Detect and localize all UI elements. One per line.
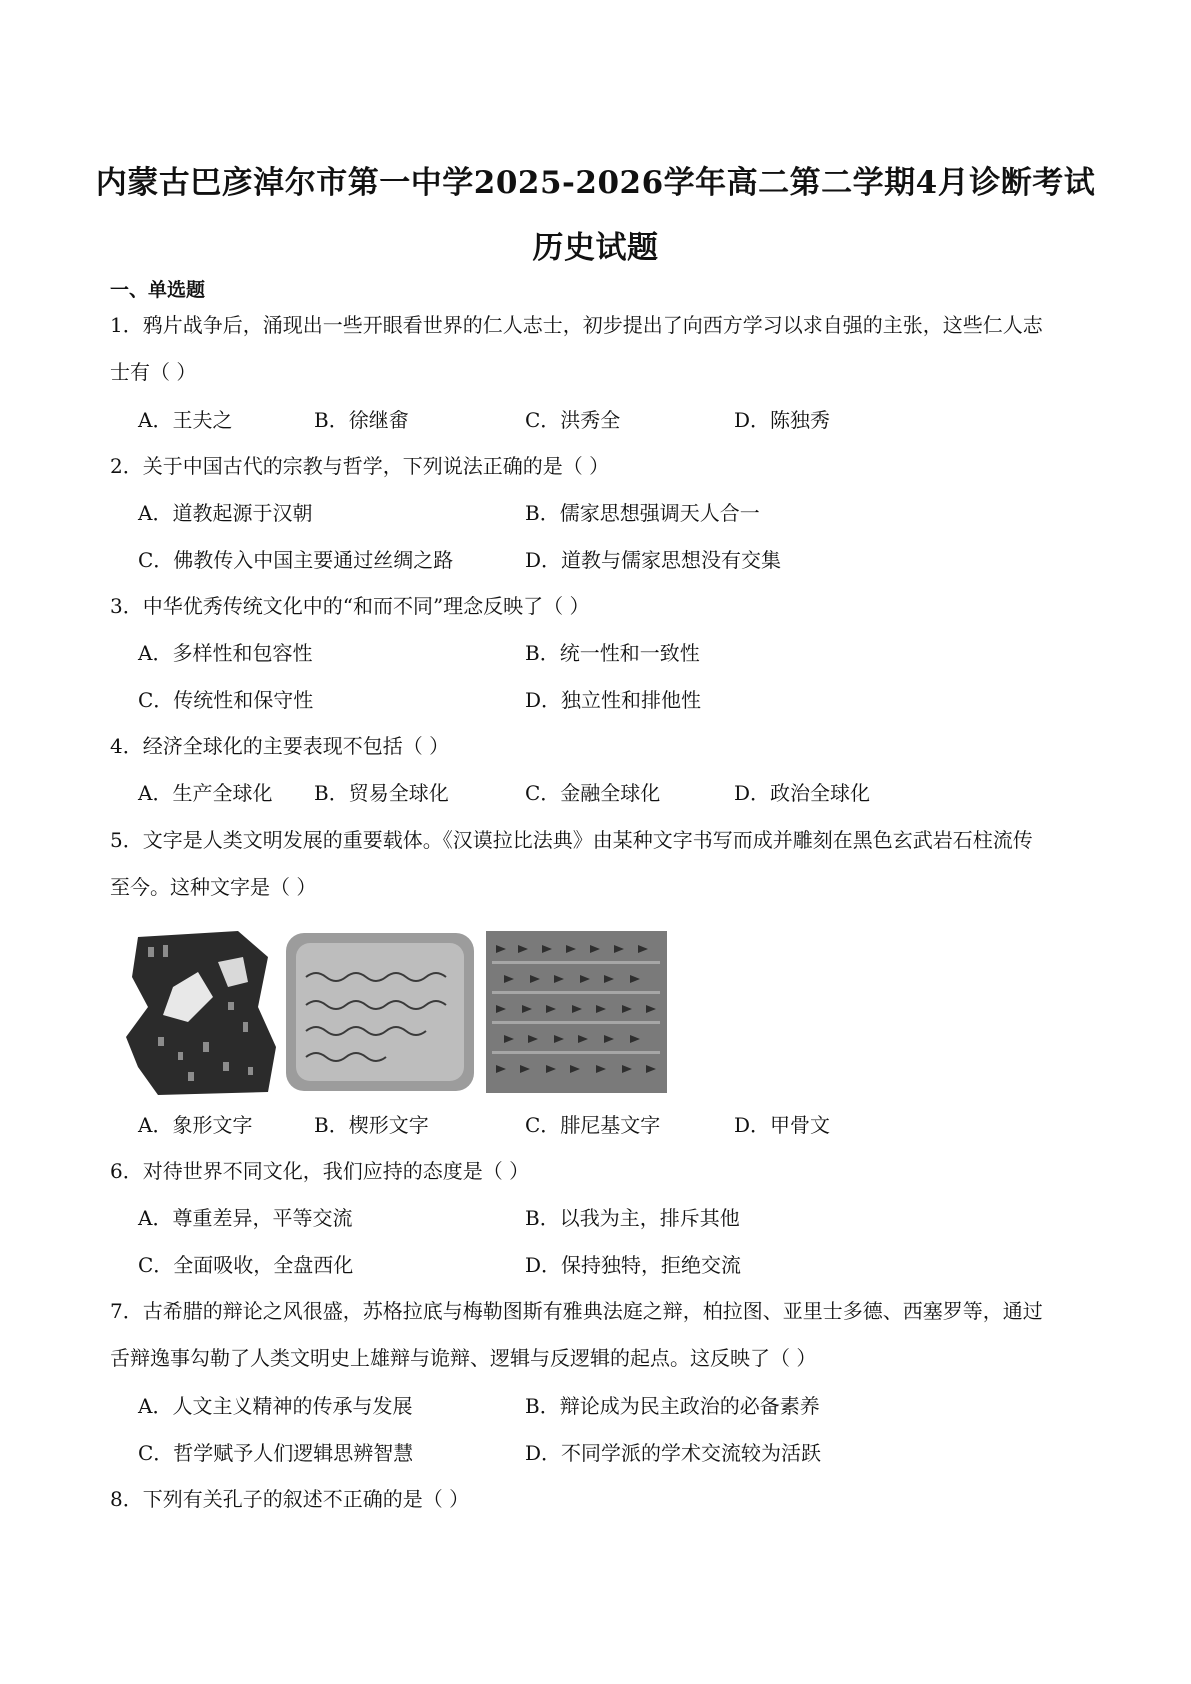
option-a[interactable]: A．人文主义精神的传承与发展 — [138, 1394, 413, 1418]
cuneiform-tablet-image — [484, 927, 669, 1097]
option-b[interactable]: B．徐继畬 — [314, 408, 409, 432]
option-a[interactable]: A．多样性和包容性 — [138, 641, 313, 665]
question-4 — [110, 723, 1090, 770]
option-a[interactable]: A．王夫之 — [138, 408, 233, 432]
question-5-stem-line1: 5．文字是人类文明发展的重要载体。《汉谟拉比法典》由某种文字书写而成并雕刻在黑色玄武岩石柱流传 — [110, 828, 1033, 852]
question-7-stem-line2: 舌辩逸事勾勒了人类文明史上雄辩与诡辩、逻辑与反逻辑的起点。这反映了（ ） — [110, 1346, 817, 1370]
option-c[interactable]: C．全面吸收，全盘西化 — [138, 1253, 354, 1277]
exam-title: 内蒙古巴彦淖尔市第一中学2025-2026学年高二第二学期4月诊断考试 — [95, 165, 1096, 201]
question-1-stem-line1: 1．鸦片战争后，涌现出一些开眼看世界的仁人志士，初步提出了向西方学习以求自强的主张，这些仁人志 — [110, 313, 1043, 337]
option-c[interactable]: C．腓尼基文字 — [525, 1113, 661, 1137]
question-6 — [110, 1148, 1090, 1195]
question-7 — [110, 1288, 1090, 1382]
inscribed-tablet-image — [282, 927, 478, 1097]
question-4-stem-line1: 4．经济全球化的主要表现不包括（ ） — [110, 734, 450, 758]
question-8 — [110, 1476, 1090, 1523]
option-b[interactable]: B．以我为主，排斥其他 — [525, 1206, 740, 1230]
option-d[interactable]: D．保持独特，拒绝交流 — [525, 1253, 742, 1277]
option-c[interactable]: C．哲学赋予人们逻辑思辨智慧 — [138, 1441, 414, 1465]
option-a[interactable]: A．生产全球化 — [138, 781, 273, 805]
option-d[interactable]: D．政治全球化 — [734, 781, 871, 805]
question-3-stem-line1: 3．中华优秀传统文化中的“和而不同”理念反映了（ ） — [110, 594, 590, 618]
option-d[interactable]: D．独立性和排他性 — [525, 688, 702, 712]
option-d[interactable]: D．道教与儒家思想没有交集 — [525, 548, 782, 572]
option-b[interactable]: B．楔形文字 — [314, 1113, 429, 1137]
option-c[interactable]: C．传统性和保守性 — [138, 688, 314, 712]
question-5-stem-line2: 至今。这种文字是（ ） — [110, 875, 317, 899]
option-b[interactable]: B．统一性和一致性 — [525, 641, 700, 665]
exam-subject-title: 历史试题 — [532, 230, 659, 266]
option-c[interactable]: C．佛教传入中国主要通过丝绸之路 — [138, 548, 454, 572]
question-5 — [110, 817, 1090, 911]
option-b[interactable]: B．儒家思想强调天人合一 — [525, 501, 760, 525]
option-a[interactable]: A．道教起源于汉朝 — [138, 501, 313, 525]
section-heading: 一、单选题 — [110, 279, 206, 301]
option-b[interactable]: B．辩论成为民主政治的必备素养 — [525, 1394, 820, 1418]
question-2 — [110, 443, 1090, 490]
question-7-stem-line1: 7．古希腊的辩论之风很盛，苏格拉底与梅勒图斯有雅典法庭之辩，柏拉图、亚里士多德、西塞罗等，通过 — [110, 1299, 1043, 1323]
option-d[interactable]: D．甲骨文 — [734, 1113, 831, 1137]
option-b[interactable]: B．贸易全球化 — [314, 781, 449, 805]
question-8-stem-line1: 8．下列有关孔子的叙述不正确的是（ ） — [110, 1487, 470, 1511]
option-d[interactable]: D．陈独秀 — [734, 408, 831, 432]
option-d[interactable]: D．不同学派的学术交流较为活跃 — [525, 1441, 822, 1465]
option-c[interactable]: C．金融全球化 — [525, 781, 661, 805]
question-1-stem-line2: 士有（ ） — [110, 360, 197, 384]
question-3 — [110, 583, 1090, 630]
question-6-stem-line1: 6．对待世界不同文化，我们应持的态度是（ ） — [110, 1159, 530, 1183]
question-2-stem-line1: 2．关于中国古代的宗教与哲学，下列说法正确的是（ ） — [110, 454, 610, 478]
hieroglyph-stone-image — [118, 927, 280, 1097]
option-a[interactable]: A．象形文字 — [138, 1113, 253, 1137]
option-c[interactable]: C．洪秀全 — [525, 408, 621, 432]
question-1 — [110, 302, 1090, 396]
option-a[interactable]: A．尊重差异，平等交流 — [138, 1206, 353, 1230]
